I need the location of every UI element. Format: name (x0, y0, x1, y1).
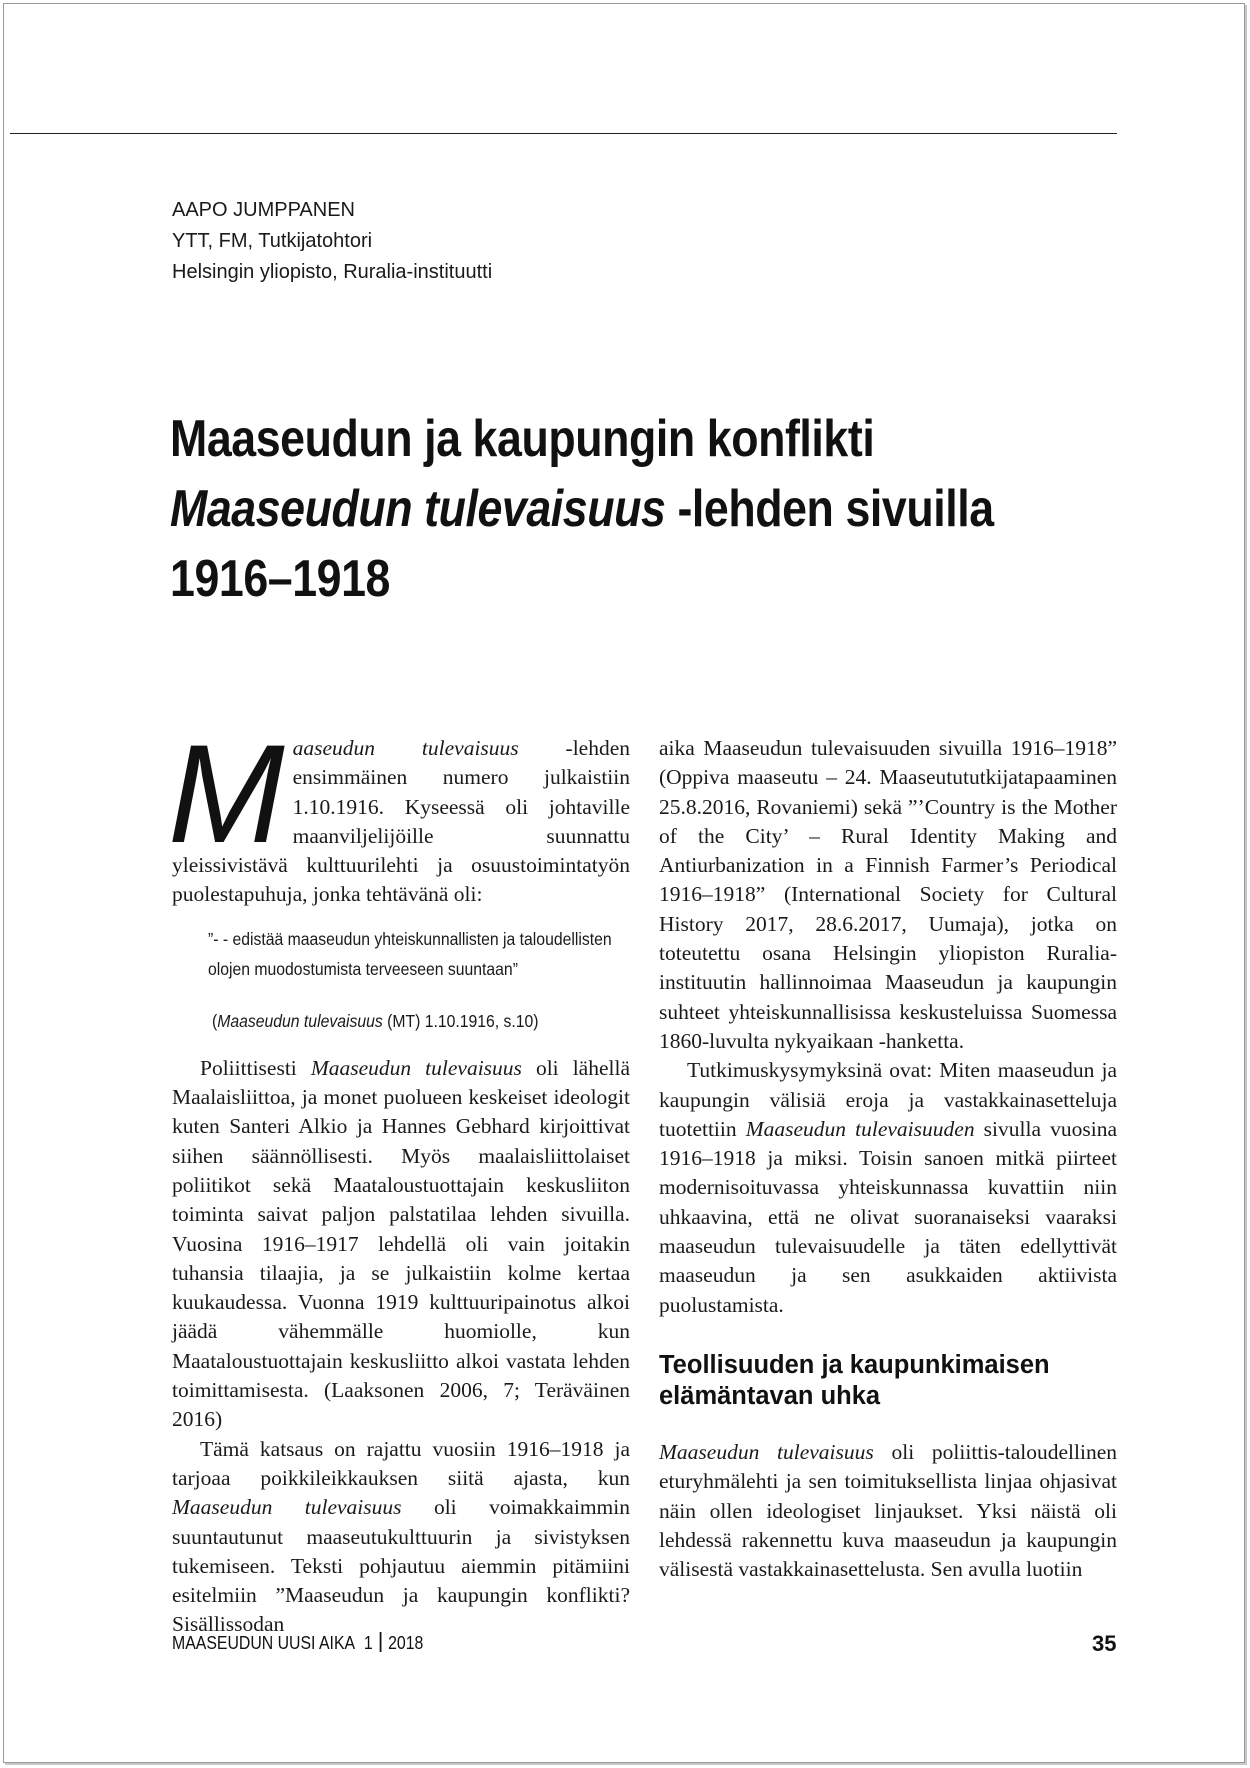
text-column-right (659, 734, 1117, 1584)
author-degrees: YTT, FM, Tutkijatohtori (172, 230, 373, 252)
block-quote: ”- - edistää maaseudun yhteiskunnallisten ja taloudellisten olojen muodostumista terveeseen suuntaan” (208, 928, 612, 979)
text-column-left (168, 715, 630, 1640)
paragraph-continued: aika Maaseudun tulevaisuuden sivuilla 1916–1918” (Oppiva maaseutu – 24. Maaseutututkijatapaaminen 25.8.2016, Rovaniemi) sekä ”’Country is the Mother of the City’ – Rural Identity Making and Antiurbanization in a Finnish Farmer’s Periodical 1916–1918” (International Society for Cultural History 2017, 28.6.2017, Uumaja), jotka on toteutettu osana Helsingin yliopiston Ruralia-instituutin hallinnoimaa Maaseudun ja kaupungin suhteet yhteiskunnallisissa keskusteluissa Suomessa 1860-luvulta nykyaikaan -hanketta. (659, 736, 1117, 1053)
paragraph-3 (172, 1435, 630, 1640)
running-footer (172, 1632, 423, 1654)
footer-separator (380, 1632, 381, 1652)
p3-italic: Maaseudun tulevaisuus (172, 1495, 402, 1520)
section-italic: Maaseudun tulevaisuus (659, 1439, 874, 1464)
title-journal-name: Maaseudun tulevaisuus (170, 480, 666, 538)
article-title (170, 404, 994, 614)
section-paragraph (659, 1438, 1117, 1584)
section-text: oli poliittis-taloudellinen eturyhmälehti ja sen toimituksellista linjaa ohjasivat näin ollen ideologiset linjaukset. Yksi näistä oli lehdessä rakennettu kuva maaseudun ja kaupungin välisestä vastakkainasettelusta. Sen avulla luotiin (659, 1439, 1118, 1582)
p3-start: Tämä katsaus on rajattu vuosiin 1916–1918 ja tarjoaa poikkileikkauksen siitä ajasta, kun (172, 1436, 630, 1490)
title-line-2 (170, 474, 994, 544)
page-number: 35 (1092, 1631, 1117, 1656)
p2-italic: Maaseudun tulevaisuus (310, 1055, 522, 1080)
cite-italic: Maaseudun tulevaisuus (217, 1010, 383, 1031)
intro-italic: aaseudun tulevaisuus (292, 736, 519, 760)
journal-name: MAASEUDUN UUSI AIKA (172, 1633, 356, 1653)
rq-start: Tutkimuskysymyksinä ovat: Miten maaseudun ja kaupungin välisiä eroja ja vastakkainasetteluja tuotettiin (659, 1058, 1117, 1141)
title-line-2-rest: -lehden sivuilla (665, 480, 994, 538)
research-questions-paragraph (659, 1056, 1117, 1320)
title-line-1: Maaseudun ja kaupungin konflikti (170, 410, 875, 468)
intro-text: -lehden ensimmäinen numero julkaistiin 1.10.1916. Kyseessä oli johtaville maanviljelijöille suunnattu yleissivistävä kulttuurilehti ja osuustoimintatyön puolestapuhuja, jonka tehtävänä oli: (172, 736, 630, 907)
p2-rest: oli lähellä Maalaisliittoa, ja monet puolueen keskeiset ideologit kuten Santeri Alkio ja Hannes Gebhard kirjoittivat siihen säännöllisesti. Myös maalaisliittolaiset poliitikot sekä Maataloustuottajain keskusliiton toiminta saivat paljon palstatilaa lehden sivuilla. Vuosina 1916–1917 lehdellä oli vain joitakin tuhansia tilaajia, ja se julkaistiin kolme kertaa kuukaudessa. Vuonna 1919 kulttuuripainotus alkoi jäädä vähemmälle huomiolle, kun Maataloustuottajain keskusliitto alkoi vastata lehden toimittamisesta. (Laaksonen 2006, 7; Teräväinen 2016) (172, 1055, 630, 1432)
paragraph-2 (172, 1054, 630, 1435)
header-rule (10, 133, 1117, 134)
author-name: AAPO JUMPPANEN (172, 199, 355, 221)
author-block (172, 195, 492, 288)
title-line-3: 1916–1918 (170, 550, 390, 608)
drop-cap: M (168, 715, 285, 872)
author-affiliation: Helsingin yliopisto, Ruralia-instituutti (172, 261, 493, 283)
quote-citation (212, 1006, 588, 1036)
cite-rest: (MT) 1.10.1916, s.10) (382, 1010, 539, 1031)
section-heading: Teollisuuden ja kaupunkimaisen elämäntavan uhka (659, 1350, 1050, 1410)
document-page (3, 3, 1245, 1763)
intro-paragraph (168, 715, 630, 910)
rq-italic: Maaseudun tulevaisuuden (745, 1116, 975, 1141)
p2-start: Poliittisesti (200, 1055, 311, 1080)
issue-year: 2018 (388, 1633, 424, 1653)
rq-rest: sivulla vuosina 1916–1918 ja miksi. Toisin sanoen mitkä piirteet modernisoituvassa yhteiskunnassa kuvattiin niin uhkaavina, että ne olivat suoranaiseksi vaaraksi maaseudun tulevaisuudelle ja täten edellyttivät maaseudun ja sen asukkaiden aktiivista puolustamista. (659, 1116, 1117, 1317)
cite-open: ( (212, 1010, 218, 1031)
issue-number: 1 (363, 1633, 373, 1653)
p3-rest: oli voimakkaimmin suuntautunut maaseutukulttuurin ja sivistyksen tukemiseen. Teksti pohjautuu aiemmin pitämiini esitelmiin ”Maaseudun ja kaupungin konflikti? Sisällissodan (172, 1495, 630, 1637)
